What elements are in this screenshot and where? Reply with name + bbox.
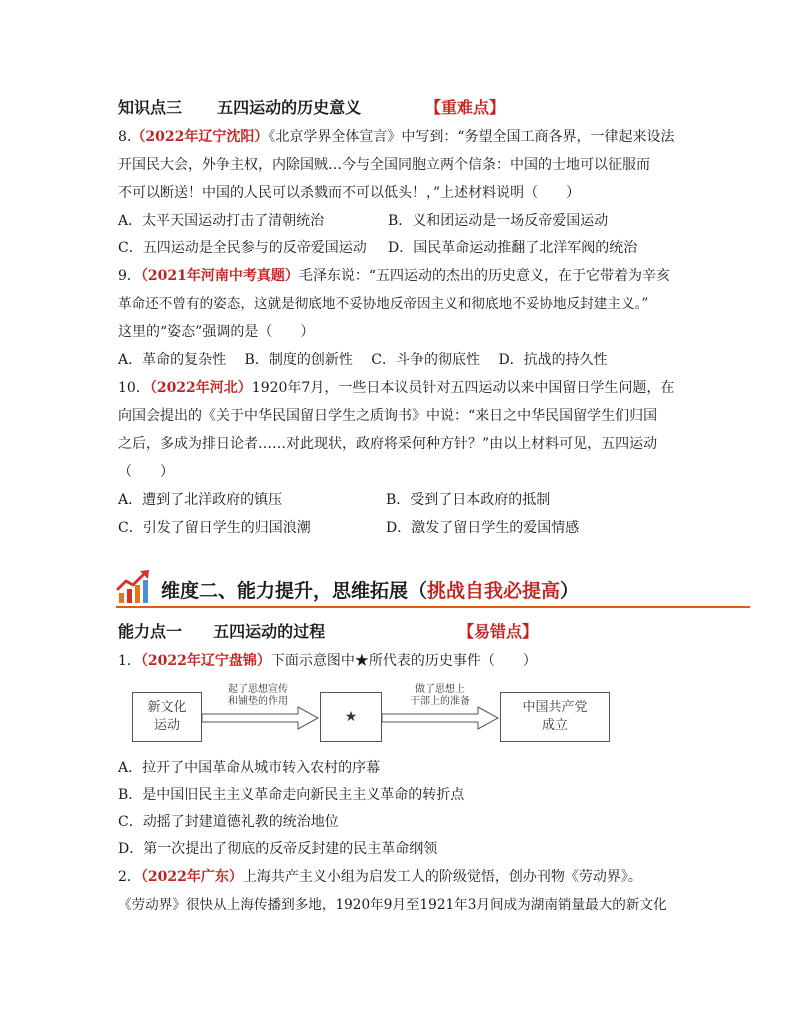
option-c[interactable]: C．引发了留日学生的归国浪潮: [118, 520, 311, 536]
question-text: 下面示意图中★所代表的历史事件（ ）: [270, 653, 537, 669]
question-8-line-3: 不可以断送！中国的人民可以杀戮而不可以低头！，”上述材料说明（ ）: [118, 185, 581, 201]
option-b[interactable]: B．受到了日本政府的抵制: [386, 492, 551, 508]
section-title: 知识点三: [118, 98, 183, 117]
question-text: 1920年7月，一些日本议员针对五四运动以来中国留日学生问题，在: [251, 380, 675, 396]
dimension-close: ）: [560, 580, 580, 602]
ability-subtitle: 五四运动的过程: [213, 622, 326, 641]
arrow-2-label: [390, 684, 490, 708]
question-text: 毛泽东说：“五四运动的杰出的历史意义，在于它带着为辛亥: [298, 268, 671, 284]
arrow-1: [202, 706, 320, 730]
question-number: 9．: [118, 268, 141, 284]
question-source: （2022年辽宁沈阳）: [131, 129, 269, 145]
question-number: 2．: [118, 869, 141, 885]
question-number: 8.: [118, 129, 132, 145]
question-10-line-3: 之后，多成为排日论者……对此现状，政府将采何种方针？”由以上材料可见，五四运动: [118, 436, 658, 452]
box-label-line-2: 成立: [541, 718, 568, 733]
question-source: （2021年河南中考真题）: [140, 268, 299, 284]
ability-title: 能力点一: [118, 622, 183, 641]
question-source: （2022年河北）: [149, 380, 252, 396]
question-10-line-4: （ ）: [118, 464, 174, 480]
question-text: 上海共产主义小组为启发工人的阶级觉悟，创办刊物《劳动界》。: [242, 869, 642, 885]
arrow-label-line-1: 起了思想宣传: [228, 684, 288, 695]
option-b[interactable]: B．义和团运动是一场反帝爱国运动: [388, 213, 609, 229]
option-d[interactable]: D．国民革命运动推翻了北洋军阀的统治: [388, 240, 638, 256]
arrow-1-label: [208, 684, 308, 708]
box-label-line-1: 中国共产党: [522, 700, 588, 715]
question-1-line-1: [118, 651, 537, 671]
box-star-event: [320, 692, 382, 742]
question-number: 1．: [118, 653, 141, 669]
question-9-line-3: 这里的“姿态”强调的是（ ）: [118, 324, 315, 340]
question-8-line-1: [118, 127, 674, 147]
arrow-2: [382, 706, 500, 730]
question-number: 10．: [118, 380, 150, 396]
dimension-title-text: 维度二、能力提升，思维拓展（: [161, 580, 428, 602]
option-a[interactable]: A．遭到了北洋政府的镇压: [118, 492, 283, 508]
history-flow-diagram: [120, 680, 640, 750]
question-9-options[interactable]: A．革命的复杂性 B．制度的创新性 C．斗争的彻底性 D．抗战的持久性: [118, 352, 608, 368]
box-label-line-2: 运动: [153, 718, 180, 733]
option-b[interactable]: B．是中国旧民主主义革命走向新民主主义革命的转折点: [118, 787, 465, 803]
option-c[interactable]: C．动摇了封建道德礼教的统治地位: [118, 814, 339, 830]
question-2-line-2: 《劳动界》很快从上海传播到多地，1920年9月至1921年3月间成为湖南销量最大的新文化: [118, 897, 667, 913]
section-subtitle: 五四运动的历史意义: [217, 98, 362, 117]
option-a[interactable]: A．太平天国运动打击了清朝统治: [118, 213, 325, 229]
section-divider: [116, 606, 750, 608]
ability-heading: [118, 619, 325, 642]
box-label-line-1: 新文化: [147, 700, 187, 715]
arrow-label-line-2: 和铺垫的作用: [228, 696, 288, 707]
difficulty-tag: 【重难点】: [425, 98, 506, 117]
question-2-line-1: [118, 867, 642, 887]
arrow-label-line-2: 干部上的准备: [410, 696, 470, 707]
option-c[interactable]: C．五四运动是全民参与的反帝爱国运动: [118, 240, 367, 256]
option-d[interactable]: D．激发了留日学生的爱国情感: [386, 520, 580, 536]
box-new-culture-movement: [132, 692, 202, 742]
question-9-line-2: 革命还不曾有的姿态，这就是彻底地不妥协地反帝因主义和彻底地不妥协地反封建主义。”: [118, 296, 649, 312]
star-icon: ★: [344, 709, 358, 725]
question-8-line-2: 开国民大会，外争主权，内除国贼…今与全国同胞立两个信条：中国的士地可以征服而: [118, 157, 650, 173]
question-source: （2022年广东）: [140, 869, 243, 885]
option-d[interactable]: D．第一次提出了彻底的反帝反封建的民主革命纲领: [118, 841, 438, 857]
growth-chart-icon: [116, 569, 152, 605]
section-heading: [118, 95, 361, 118]
difficulty-tag: 【易错点】: [458, 622, 539, 641]
dimension-title: [161, 576, 579, 603]
question-source: （2022年辽宁盘锦）: [140, 653, 271, 669]
question-9-line-1: [118, 266, 670, 286]
arrow-label-line-1: 做了思想上: [415, 684, 465, 695]
question-text: 《北京学界全体宣言》中写到：“务望全国工商各界，一律起来设法: [268, 129, 675, 145]
box-ccp-founded: [500, 692, 610, 742]
option-a[interactable]: A．拉开了中国革命从城市转入农村的序幕: [118, 760, 381, 776]
dimension-highlight: 挑战自我必提高: [427, 580, 561, 602]
question-10-line-1: [118, 378, 674, 398]
question-10-line-2: 向国会提出的《关于中华民国留日学生之质询书》中说：“来日之中华民国留学生们归国: [118, 408, 658, 424]
